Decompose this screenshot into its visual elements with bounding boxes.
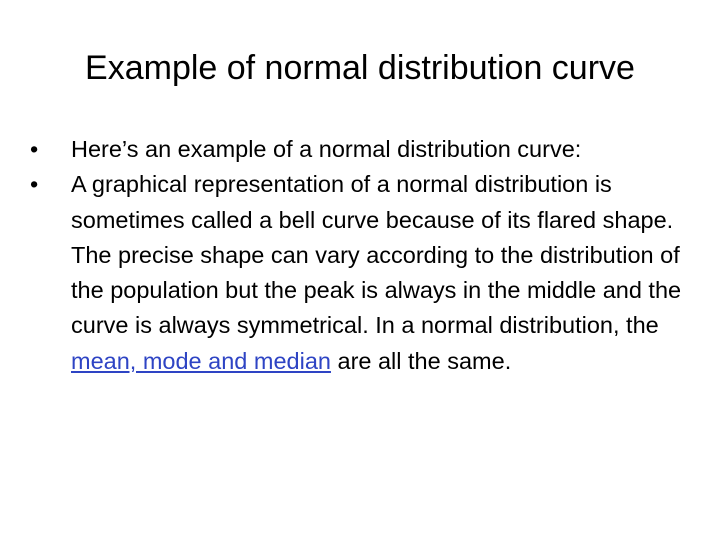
- bullet-text: Here’s an example of a normal distribution curve:: [71, 136, 582, 162]
- bullet-dot-icon: •: [30, 136, 39, 162]
- bullet-item: [30, 167, 696, 379]
- bullet-text-end: are all the same.: [330, 347, 512, 374]
- slide-title: Example of normal distribution curve: [85, 49, 635, 87]
- bullet-dot-icon: •: [30, 171, 39, 198]
- bullet-item: [30, 132, 696, 167]
- mean-mode-median-link[interactable]: mean, mode and median: [71, 347, 331, 374]
- bullet-text: A graphical representation of a normal distribution is sometimes called a bell curve because of its flared shape. The precise shape can vary according to the distribution of the population but the peak is always in the middle and the curve is always symmetrical. In a normal distribution, the: [71, 171, 682, 339]
- bullet-list: [30, 132, 696, 379]
